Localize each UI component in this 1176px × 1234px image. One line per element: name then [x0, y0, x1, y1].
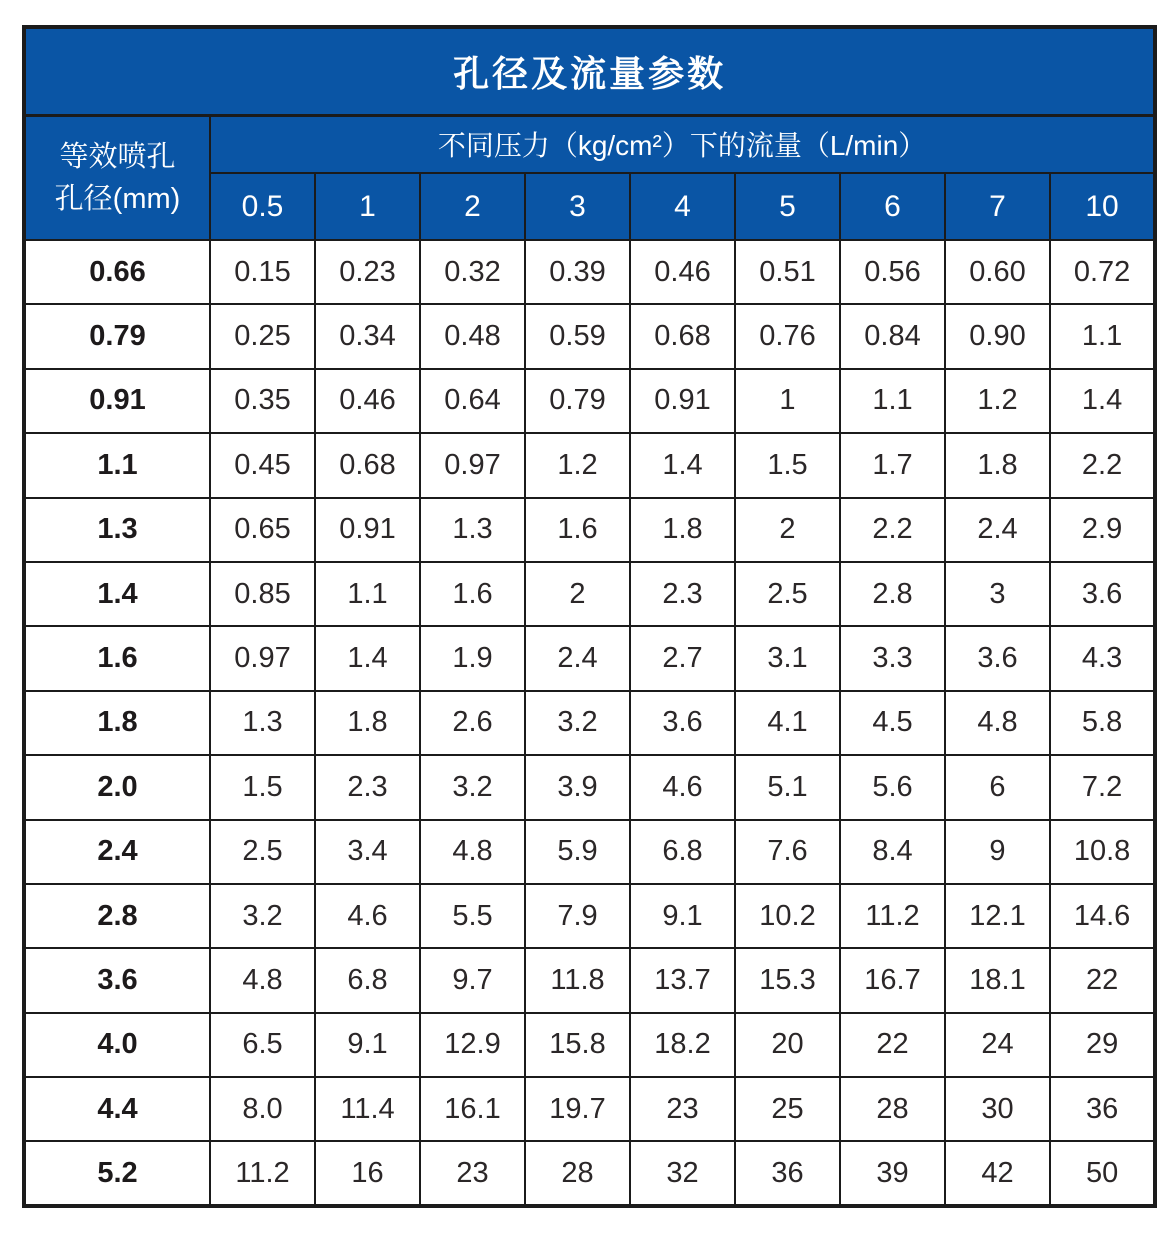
diameter-cell: 0.91: [24, 369, 210, 433]
flow-value-cell: 8.4: [840, 820, 945, 884]
flow-value-cell: 3.3: [840, 626, 945, 690]
flow-value-cell: 0.25: [210, 304, 315, 368]
flow-value-cell: 18.1: [945, 948, 1050, 1012]
flow-value-cell: 29: [1050, 1013, 1155, 1077]
flow-value-cell: 42: [945, 1141, 1050, 1206]
flow-value-cell: 10.8: [1050, 820, 1155, 884]
flow-value-cell: 1: [735, 369, 840, 433]
pressure-column-header: 6: [840, 173, 945, 240]
table-row: [24, 240, 1155, 304]
diameter-cell: 0.66: [24, 240, 210, 304]
flow-value-cell: 2.6: [420, 691, 525, 755]
flow-value-cell: 0.39: [525, 240, 630, 304]
table-row: [24, 562, 1155, 626]
flow-value-cell: 11.2: [210, 1141, 315, 1206]
flow-value-cell: 50: [1050, 1141, 1155, 1206]
flow-value-cell: 5.5: [420, 884, 525, 948]
flow-value-cell: 0.97: [420, 433, 525, 497]
flow-value-cell: 0.65: [210, 498, 315, 562]
flow-value-cell: 1.6: [420, 562, 525, 626]
flow-value-cell: 2.7: [630, 626, 735, 690]
diameter-cell: 5.2: [24, 1141, 210, 1206]
flow-value-cell: 4.8: [945, 691, 1050, 755]
flow-value-cell: 25: [735, 1077, 840, 1141]
flow-value-cell: 1.1: [1050, 304, 1155, 368]
flow-value-cell: 0.60: [945, 240, 1050, 304]
flow-value-cell: 0.97: [210, 626, 315, 690]
flow-value-cell: 2.2: [840, 498, 945, 562]
diameter-cell: 2.8: [24, 884, 210, 948]
flow-value-cell: 3.2: [420, 755, 525, 819]
table-row: [24, 820, 1155, 884]
flow-value-cell: 6.8: [315, 948, 420, 1012]
flow-value-cell: 7.6: [735, 820, 840, 884]
flow-value-cell: 23: [420, 1141, 525, 1206]
pressure-column-header: 5: [735, 173, 840, 240]
pressure-column-header: 7: [945, 173, 1050, 240]
flow-value-cell: 1.2: [525, 433, 630, 497]
flow-value-cell: 1.4: [1050, 369, 1155, 433]
flow-value-cell: 0.72: [1050, 240, 1155, 304]
flow-value-cell: 0.91: [315, 498, 420, 562]
flow-value-cell: 0.34: [315, 304, 420, 368]
flow-value-cell: 0.68: [315, 433, 420, 497]
flow-value-cell: 0.45: [210, 433, 315, 497]
diameter-cell: 1.3: [24, 498, 210, 562]
diameter-cell: 1.8: [24, 691, 210, 755]
flow-value-cell: 15.8: [525, 1013, 630, 1077]
pressure-column-header: 3: [525, 173, 630, 240]
flow-value-cell: 23: [630, 1077, 735, 1141]
flow-value-cell: 5.1: [735, 755, 840, 819]
flow-value-cell: 4.8: [210, 948, 315, 1012]
flow-value-cell: 24: [945, 1013, 1050, 1077]
flow-value-cell: 0.76: [735, 304, 840, 368]
flow-value-cell: 6: [945, 755, 1050, 819]
diameter-cell: 1.4: [24, 562, 210, 626]
flow-value-cell: 12.9: [420, 1013, 525, 1077]
flow-value-cell: 1.5: [735, 433, 840, 497]
pressure-column-header: 1: [315, 173, 420, 240]
flow-value-cell: 3.1: [735, 626, 840, 690]
diameter-cell: 1.6: [24, 626, 210, 690]
flow-value-cell: 12.1: [945, 884, 1050, 948]
flow-value-cell: 3.6: [1050, 562, 1155, 626]
flow-value-cell: 9: [945, 820, 1050, 884]
flow-value-cell: 11.4: [315, 1077, 420, 1141]
flow-value-cell: 3.4: [315, 820, 420, 884]
flow-value-cell: 0.64: [420, 369, 525, 433]
flow-value-cell: 5.6: [840, 755, 945, 819]
flow-value-cell: 1.3: [420, 498, 525, 562]
flow-value-cell: 4.3: [1050, 626, 1155, 690]
flow-value-cell: 28: [840, 1077, 945, 1141]
table-row: [24, 304, 1155, 368]
flow-value-cell: 32: [630, 1141, 735, 1206]
flow-value-cell: 2.2: [1050, 433, 1155, 497]
table-row: [24, 1013, 1155, 1077]
flow-value-cell: 0.90: [945, 304, 1050, 368]
flow-value-cell: 36: [735, 1141, 840, 1206]
flow-value-cell: 6.5: [210, 1013, 315, 1077]
flow-value-cell: 28: [525, 1141, 630, 1206]
flow-value-cell: 1.7: [840, 433, 945, 497]
flow-value-cell: 3.6: [945, 626, 1050, 690]
flow-value-cell: 16.1: [420, 1077, 525, 1141]
flow-value-cell: 0.59: [525, 304, 630, 368]
table-row: [24, 948, 1155, 1012]
flow-value-cell: 9.1: [630, 884, 735, 948]
flow-value-cell: 39: [840, 1141, 945, 1206]
flow-value-cell: 11.2: [840, 884, 945, 948]
diameter-cell: 4.0: [24, 1013, 210, 1077]
flow-value-cell: 0.35: [210, 369, 315, 433]
flow-value-cell: 2.4: [525, 626, 630, 690]
flow-value-cell: 9.7: [420, 948, 525, 1012]
flow-value-cell: 30: [945, 1077, 1050, 1141]
flow-value-cell: 2.5: [210, 820, 315, 884]
flow-value-cell: 16: [315, 1141, 420, 1206]
flow-value-cell: 1.8: [630, 498, 735, 562]
flow-value-cell: 1.1: [840, 369, 945, 433]
diameter-column-header: [24, 115, 210, 240]
pressure-column-header: 0.5: [210, 173, 315, 240]
diameter-cell: 1.1: [24, 433, 210, 497]
flow-value-cell: 0.48: [420, 304, 525, 368]
pressure-column-header: 4: [630, 173, 735, 240]
aperture-flow-table: [22, 25, 1157, 1208]
flow-value-cell: 2.4: [945, 498, 1050, 562]
flow-value-cell: 36: [1050, 1077, 1155, 1141]
diameter-header-line1: 等效喷孔: [59, 140, 176, 173]
flow-value-cell: 4.5: [840, 691, 945, 755]
flow-value-cell: 3.9: [525, 755, 630, 819]
flow-value-cell: 11.8: [525, 948, 630, 1012]
table-title: 孔径及流量参数: [24, 27, 1155, 115]
flow-value-cell: 3.2: [525, 691, 630, 755]
flow-value-cell: 7.2: [1050, 755, 1155, 819]
flow-value-cell: 0.79: [525, 369, 630, 433]
flow-value-cell: 5.8: [1050, 691, 1155, 755]
flow-value-cell: 0.32: [420, 240, 525, 304]
flow-value-cell: 0.85: [210, 562, 315, 626]
diameter-cell: 0.79: [24, 304, 210, 368]
flow-value-cell: 1.4: [630, 433, 735, 497]
flow-value-cell: 13.7: [630, 948, 735, 1012]
diameter-cell: 2.4: [24, 820, 210, 884]
pressure-column-header: 10: [1050, 173, 1155, 240]
table-row: [24, 1077, 1155, 1141]
flow-value-cell: 3.2: [210, 884, 315, 948]
flow-value-cell: 0.68: [630, 304, 735, 368]
table-row: [24, 691, 1155, 755]
table-row: [24, 369, 1155, 433]
flow-value-cell: 2.3: [315, 755, 420, 819]
flow-value-cell: 8.0: [210, 1077, 315, 1141]
flow-value-cell: 0.23: [315, 240, 420, 304]
pressure-group-header: 不同压力（kg/cm²）下的流量（L/min）: [210, 115, 1155, 173]
flow-value-cell: 2.3: [630, 562, 735, 626]
flow-value-cell: 0.56: [840, 240, 945, 304]
flow-value-cell: 1.5: [210, 755, 315, 819]
diameter-cell: 4.4: [24, 1077, 210, 1141]
flow-value-cell: 4.6: [315, 884, 420, 948]
flow-value-cell: 1.6: [525, 498, 630, 562]
flow-value-cell: 22: [840, 1013, 945, 1077]
flow-value-cell: 2.5: [735, 562, 840, 626]
diameter-cell: 3.6: [24, 948, 210, 1012]
flow-value-cell: 0.15: [210, 240, 315, 304]
flow-value-cell: 0.51: [735, 240, 840, 304]
table-row: [24, 498, 1155, 562]
flow-value-cell: 14.6: [1050, 884, 1155, 948]
table-row: [24, 884, 1155, 948]
table-row: [24, 755, 1155, 819]
flow-value-cell: 9.1: [315, 1013, 420, 1077]
flow-value-cell: 2: [735, 498, 840, 562]
flow-value-cell: 7.9: [525, 884, 630, 948]
flow-value-cell: 4.8: [420, 820, 525, 884]
pressure-column-header: 2: [420, 173, 525, 240]
table-row: [24, 1141, 1155, 1206]
pressure-header-row: [24, 115, 1155, 173]
flow-value-cell: 1.8: [315, 691, 420, 755]
flow-value-cell: 1.9: [420, 626, 525, 690]
flow-value-cell: 3.6: [630, 691, 735, 755]
flow-value-cell: 0.46: [315, 369, 420, 433]
flow-value-cell: 1.3: [210, 691, 315, 755]
flow-value-cell: 3: [945, 562, 1050, 626]
flow-value-cell: 2: [525, 562, 630, 626]
flow-value-cell: 20: [735, 1013, 840, 1077]
flow-value-cell: 1.8: [945, 433, 1050, 497]
flow-value-cell: 6.8: [630, 820, 735, 884]
flow-value-cell: 0.91: [630, 369, 735, 433]
flow-value-cell: 19.7: [525, 1077, 630, 1141]
table-row: [24, 433, 1155, 497]
table-title-row: [24, 27, 1155, 115]
flow-value-cell: 18.2: [630, 1013, 735, 1077]
flow-value-cell: 0.46: [630, 240, 735, 304]
flow-value-cell: 0.84: [840, 304, 945, 368]
flow-value-cell: 10.2: [735, 884, 840, 948]
flow-value-cell: 5.9: [525, 820, 630, 884]
flow-value-cell: 2.8: [840, 562, 945, 626]
flow-value-cell: 15.3: [735, 948, 840, 1012]
flow-value-cell: 22: [1050, 948, 1155, 1012]
flow-value-cell: 1.1: [315, 562, 420, 626]
flow-value-cell: 1.2: [945, 369, 1050, 433]
flow-value-cell: 1.4: [315, 626, 420, 690]
flow-value-cell: 2.9: [1050, 498, 1155, 562]
table-row: [24, 626, 1155, 690]
diameter-header-line2: 孔径(mm): [54, 182, 181, 215]
table-body: [24, 240, 1155, 1206]
diameter-cell: 2.0: [24, 755, 210, 819]
flow-value-cell: 16.7: [840, 948, 945, 1012]
flow-value-cell: 4.6: [630, 755, 735, 819]
flow-value-cell: 4.1: [735, 691, 840, 755]
